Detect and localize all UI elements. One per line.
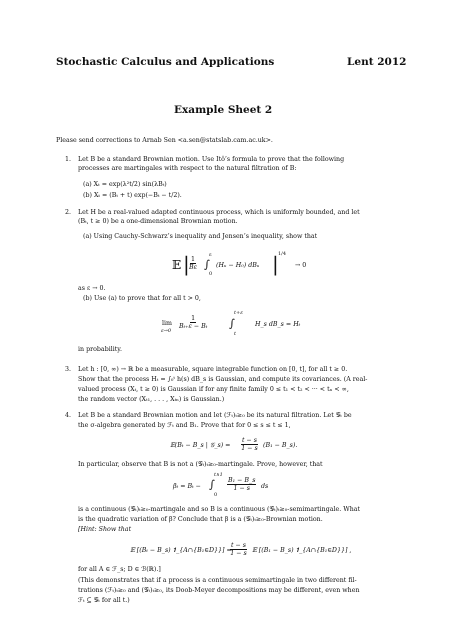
eq1-power: 1/4 (278, 251, 287, 257)
q4-line4: is a continuous (𝒢ₜ)ₜ≥₀-martingale and so B is a continuous (𝒢ₜ)ₜ≥₀-semimartingale. What (78, 506, 361, 513)
eq1-integrand: (Hᵤ − H₀) dBᵤ (216, 262, 260, 269)
q4-line8: trations (ℱₜ)ₜ≥₀ and (𝒢ₜ)ₜ≥₀, its Doob-Meyer decompositions may be different, even when (78, 587, 360, 594)
term-label: Lent 2012 (347, 56, 407, 68)
q4-line1: Let B be a standard Brownian motion and let (ℱₜ)ₜ≥₀ be its natural filtration. Let 𝒢ₜ be (78, 412, 352, 419)
corrections-note: Please send corrections to Arnab Sen <a.sen@statslab.cam.ac.uk>. (56, 137, 273, 144)
eq3-fraction: $\frac{t - s}{1 - s}$ (241, 437, 258, 452)
eq1-arrow: → 0 (295, 262, 307, 269)
q2-line2: (Bₜ, t ≥ 0) be a one-dimensional Brownian motion. (78, 218, 238, 225)
q4-hint: [Hint: Show that (78, 526, 132, 533)
eq3-left: 𝔼(Bₜ − B_s | 𝒢_s) = (170, 442, 231, 449)
eq4-left: βₜ = Bₜ − (173, 483, 201, 490)
eq2-lim-sub: ε→0 (161, 328, 172, 334)
q4-line3: In particular, observe that B is not a (𝒢ₜ)ₜ≥₀-martingale. Prove, however, that (78, 461, 323, 468)
eq2-lower-limit: t (234, 331, 237, 337)
q3-line3: valued process (Xₜ, t ≥ 0) is Gaussian if for any finite family 0 ≤ t₁ < t₂ < ··· < tₙ < ∞, (78, 386, 349, 393)
q4-line9: ℱₜ ⊆ 𝒢ₜ for all t.) (78, 597, 130, 604)
q4-line2: the σ-algebra generated by ℱₜ and B₁. Prove that for 0 ≤ s ≤ t ≤ 1, (78, 422, 291, 429)
q3-line4: the random vector (Xₜ₁, . . . , Xₜₙ) is Gaussian.) (78, 396, 225, 403)
q1-line1: Let B be a standard Brownian motion. Use Itô’s formula to prove that the following (78, 156, 345, 163)
q4-line7: (This demonstrates that if a process is a continuous semimartingale in two different fil- (78, 577, 357, 584)
integral-symbol: ∫ (204, 258, 210, 271)
eq2-integrand: H_s dB_s = Hₜ (255, 321, 301, 328)
eq4-fraction: $\frac{\text{B₁ − B\_s}}{1 - s}$ (228, 477, 256, 492)
eq4-integral-symbol: ∫ (209, 478, 215, 491)
q2-as-eps: as ε → 0. (78, 285, 106, 292)
abs-bar-left: | (183, 252, 190, 276)
q2-line1: Let H be a real-valued adapted continuous process, which is uniformly bounded, and let (78, 209, 360, 216)
q3-number: 3. (65, 366, 72, 373)
eq1-fraction: $\frac{1}{B\varepsilon}$ (189, 256, 198, 271)
eq1-lower-limit: 0 (209, 271, 213, 277)
q3-line2: Show that the process Hₜ = ∫₀ᵗ h(s) dB_s is Gaussian, and compute its covariances. (A real- (78, 376, 368, 383)
eq2-lim: lim (162, 320, 172, 327)
eq5-right: 𝔼 [(B₁ − B_s) 𝟏_{A∩{B₁∈D}}] , (252, 547, 352, 554)
sheet-title: Example Sheet 2 (174, 104, 273, 116)
q2-number: 2. (65, 209, 72, 216)
eq5-left: 𝔼 [(Bₜ − B_s) 𝟏_{A∩{B₁∈D}}] = (130, 547, 232, 554)
q4-line6: for all A ∈ ℱ_s; D ∈ ℬ(ℝ).] (78, 566, 161, 573)
q1-part-a: (a) Xₜ = exp(λ²t/2) sin(λBₜ) (83, 181, 167, 188)
eq4-upper-limit: t∧1 (214, 472, 223, 478)
q1-number: 1. (65, 156, 72, 163)
course-title: Stochastic Calculus and Applications (56, 56, 275, 68)
q2-part-b: (b) Use (a) to prove that for all t > 0, (83, 295, 201, 302)
eq4-lower-limit: 0 (214, 492, 218, 498)
q4-number: 4. (65, 412, 72, 419)
q2-in-probability: in probability. (78, 346, 123, 353)
q4-line5: is the quadratic variation of β? Conclude that β is a (𝒢ₜ)ₜ≥₀-Brownian motion. (78, 516, 323, 523)
q1-part-b: (b) Xₜ = (Bₜ + t) exp(−Bₜ − t/2). (83, 192, 182, 199)
eq3-right: (B₁ − B_s). (263, 442, 298, 449)
eq5-fraction: $\frac{t - s}{1 - s}$ (230, 542, 247, 557)
eq1-upper-limit: ε (209, 252, 212, 258)
eq2-integral-symbol: ∫ (229, 317, 235, 330)
eq2-fraction: $\frac{1}{\text{Bₜ₊ε − Bₜ}}$ (179, 315, 208, 330)
eq4-ds: ds (261, 483, 269, 490)
q1-line2: processes are martingales with respect to the natural filtration of B: (78, 165, 297, 172)
q3-line1: Let h : [0, ∞) → ℝ be a measurable, square integrable function on [0, t], for all t ≥ 0. (78, 366, 348, 373)
eq2-upper-limit: t+ε (234, 310, 243, 316)
q2-part-a: (a) Using Cauchy-Schwarz’s inequality and Jensen’s inequality, show that (83, 233, 318, 240)
abs-bar-right: | (272, 252, 279, 276)
expectation-symbol: 𝔼 (172, 258, 182, 272)
